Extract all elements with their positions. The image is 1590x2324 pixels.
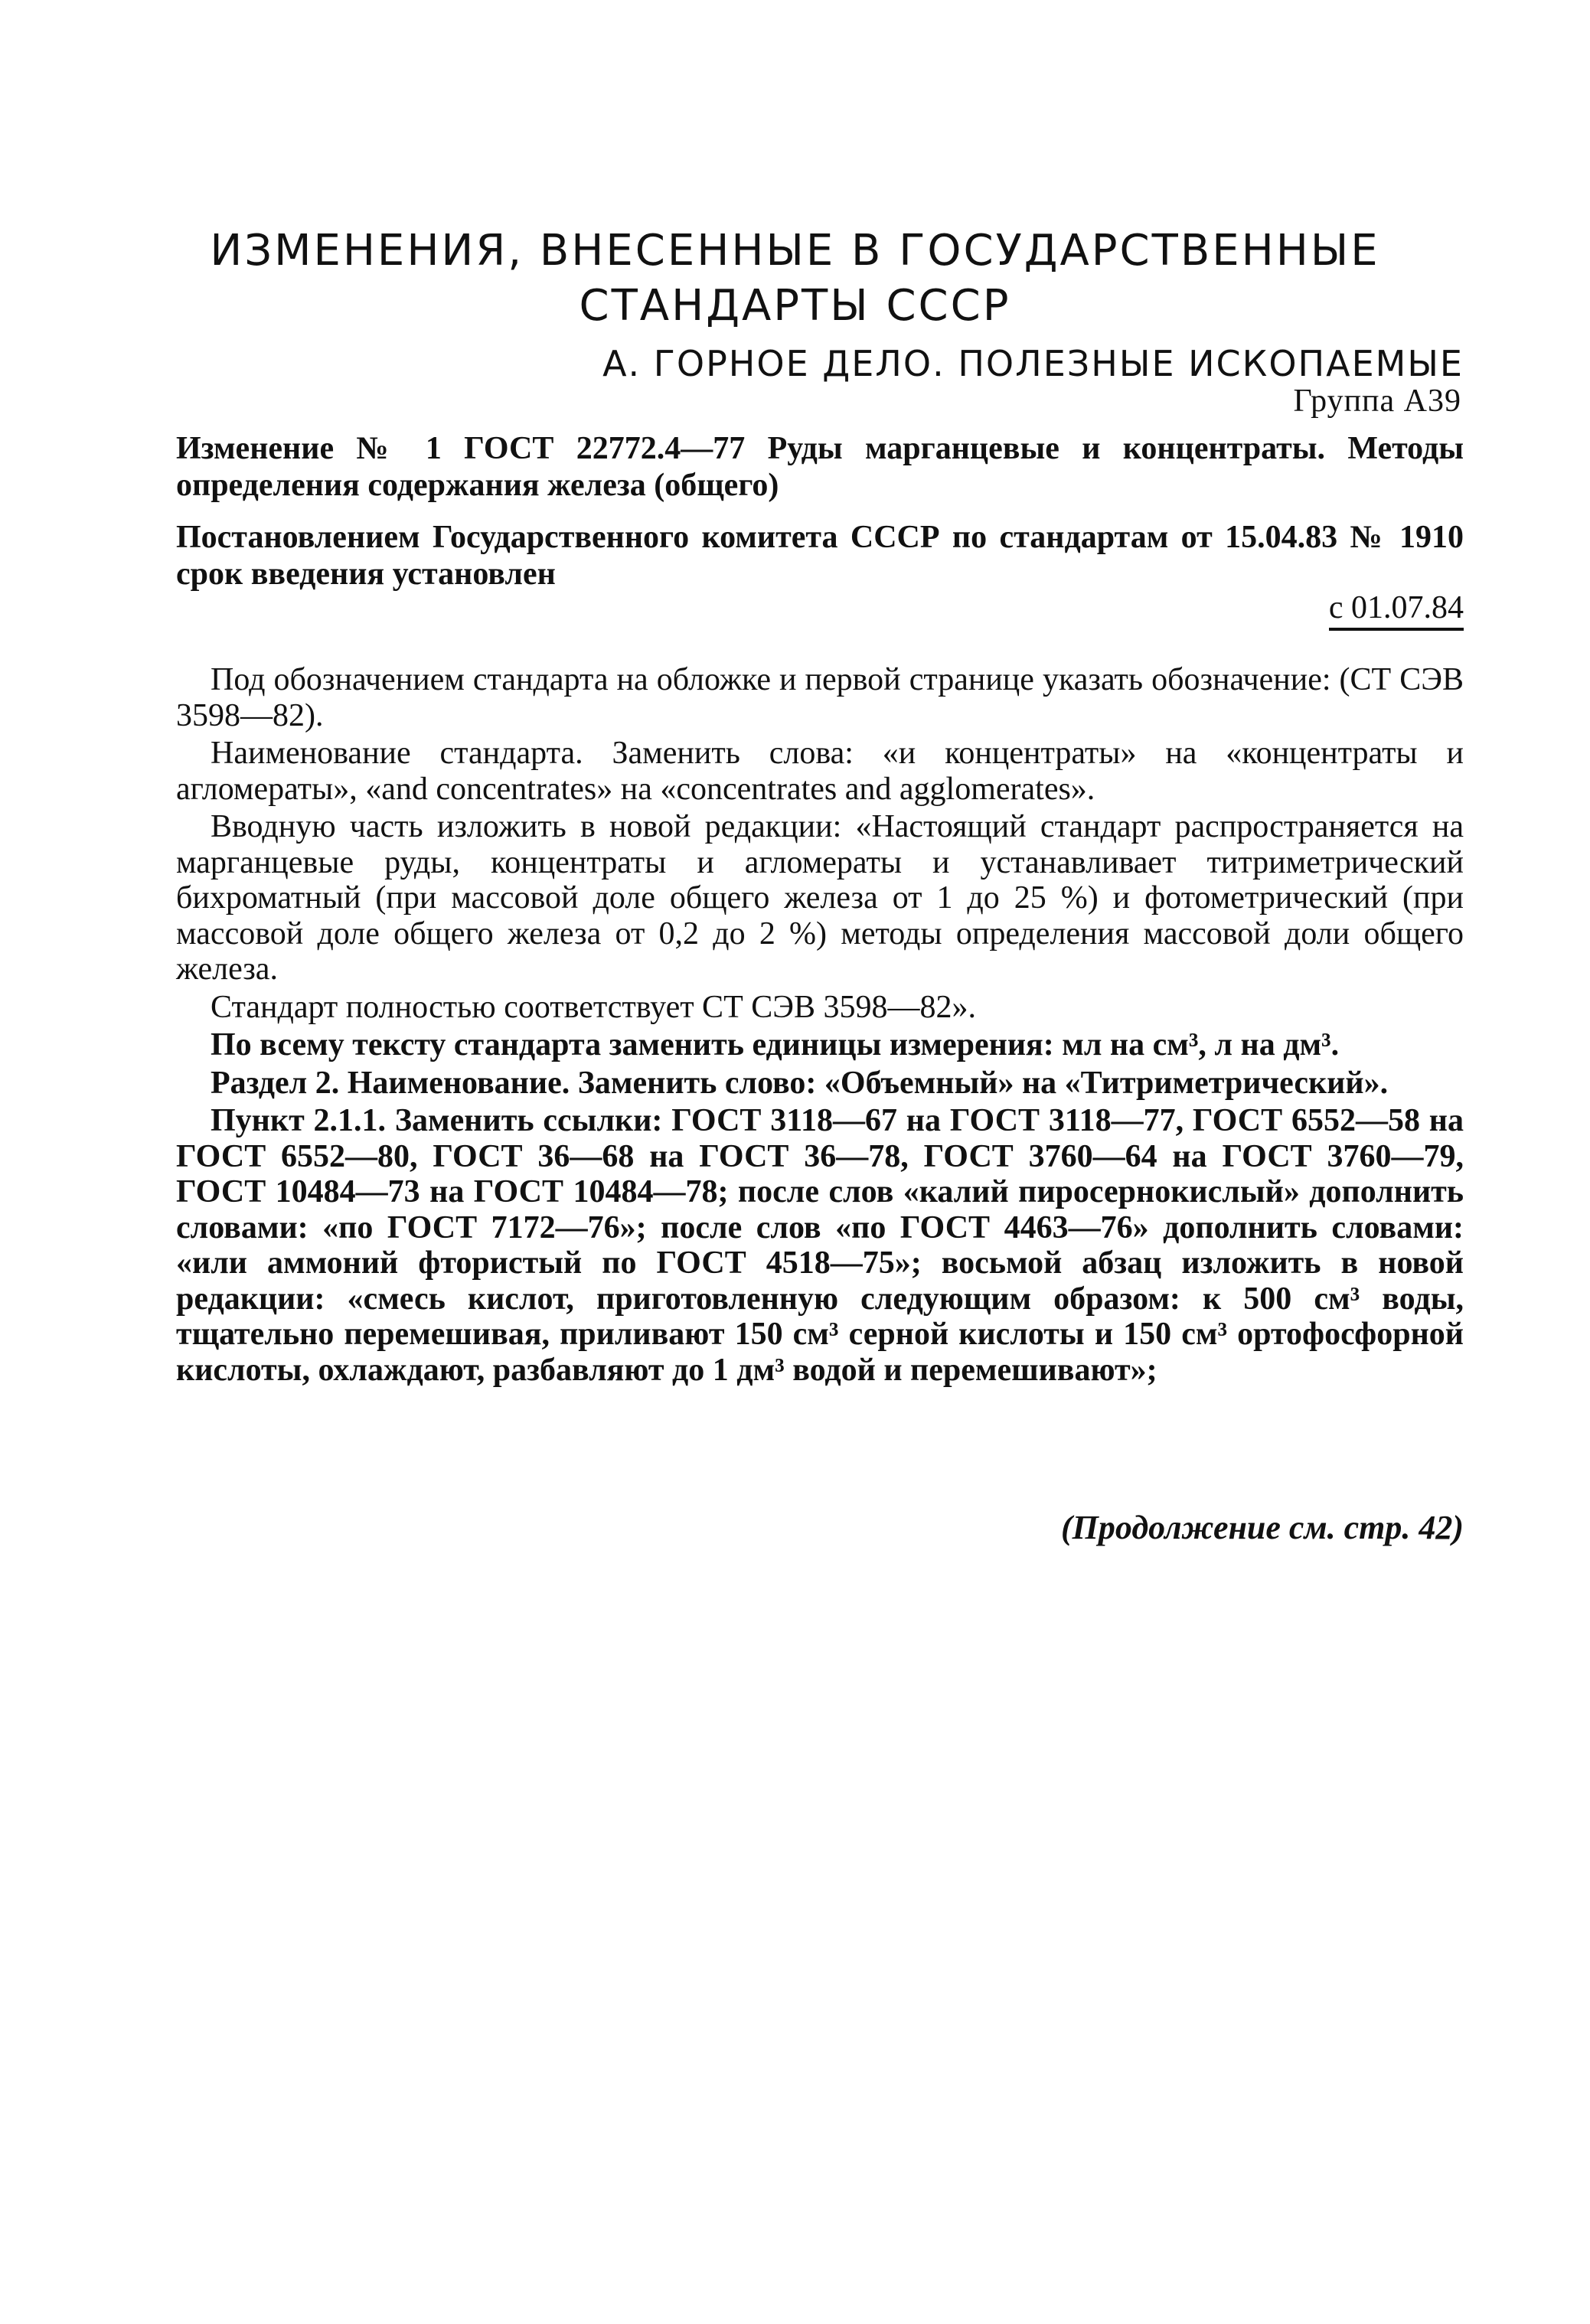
group-label: Группа А39 bbox=[1293, 384, 1461, 419]
document-title-line1: ИЗМЕНЕНИЯ, ВНЕСЕННЫЕ В ГОСУДАРСТВЕННЫЕ bbox=[210, 226, 1380, 276]
effective-date: с 01.07.84 bbox=[1329, 589, 1464, 631]
change-heading: Изменение № 1 ГОСТ 22772.4—77 Руды марганцевые и концентраты. Методы определения содержания железа (общего) bbox=[176, 431, 1464, 503]
document-title-line2: СТАНДАРТЫ СССР bbox=[579, 281, 1011, 331]
body-text bbox=[176, 662, 1464, 1390]
paragraph: Под обозначением стандарта на обложке и первой странице указать обозначение: (СТ СЭВ 3598—82). bbox=[176, 662, 1464, 733]
paragraph: Стандарт полностью соответствует СТ СЭВ 3598—82». bbox=[211, 989, 976, 1025]
paragraph: Наименование стандарта. Заменить слова: «и концентраты» на «концентраты и агломераты», «and concentrates» на «concentrates and agglomerates». bbox=[176, 736, 1464, 807]
paragraph: Пункт 2.1.1. Заменить ссылки: ГОСТ 3118—67 на ГОСТ 3118—77, ГОСТ 6552—58 на ГОСТ 6552—80, ГОСТ 36—68 на ГОСТ 36—78, ГОСТ 3760—64 на ГОСТ 3760—79, ГОСТ 10484—73 на ГОСТ 10484—78; после слов «калий пиросернокислый» дополнить словами: «по ГОСТ 7172—76»; после слов «по ГОСТ 4463—76» дополнить словами: «или аммоний фтористый по ГОСТ 4518—75»; восьмой абзац изложить в новой редакции: «смесь кислот, приготовленную следующим образом: к 500 см³ воды, тщательно перемешивая, приливают 150 см³ серной кислоты и 150 см³ ортофосфорной кислоты, охлаждают, разбавляют до 1 дм³ водой и перемешивают»; bbox=[176, 1103, 1464, 1388]
continuation-note: (Продолжение см. стр. 42) bbox=[1061, 1509, 1464, 1546]
paragraph: Раздел 2. Наименование. Заменить слово: «Объемный» на «Титриметрический». bbox=[211, 1065, 1389, 1101]
paragraph: По всему тексту стандарта заменить единицы измерения: мл на см³, л на дм³. bbox=[211, 1027, 1340, 1062]
paragraph: Вводную часть изложить в новой редакции: «Настоящий стандарт распространяется на марганцевые руды, концентраты и агломераты и устанавливает титриметрический бихроматный (при массовой доле общего железа от 1 до 25 %) и фотометрический (при массовой доле общего железа от 0,2 до 2 %) методы определения массовой доли общего железа. bbox=[176, 809, 1464, 987]
resolution-text: Постановлением Государственного комитета СССР по стандартам от 15.04.83 № 1910 срок введения установлен bbox=[176, 520, 1464, 592]
section-heading: А. ГОРНОЕ ДЕЛО. ПОЛЕЗНЫЕ ИСКОПАЕМЫЕ bbox=[602, 343, 1464, 384]
